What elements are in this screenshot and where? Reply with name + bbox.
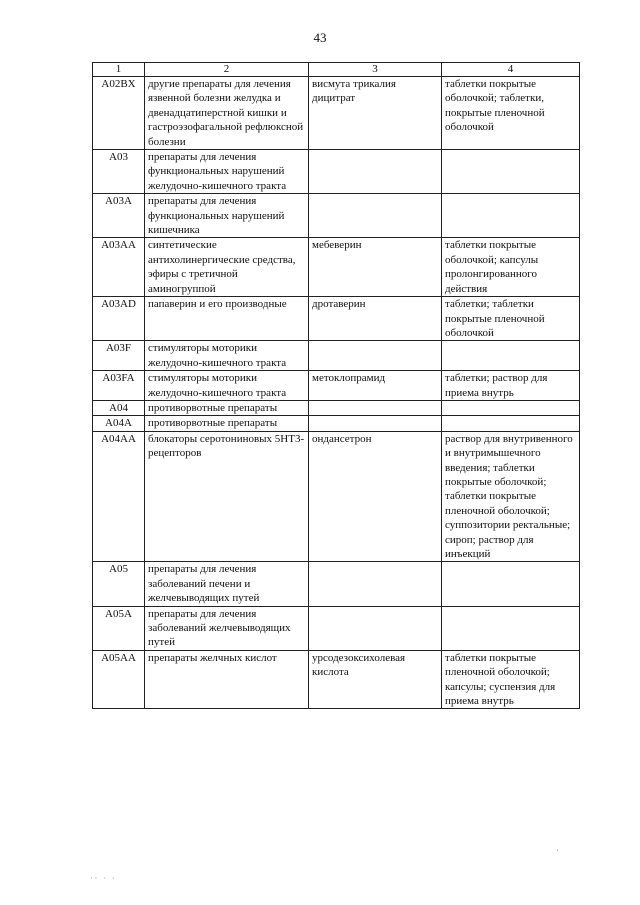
atc-code-cell: A03A [93, 194, 145, 238]
group-cell: блокаторы серотониновых 5НТ3-рецепторов [145, 431, 309, 562]
group-cell: препараты желчных кислот [145, 650, 309, 709]
substance-cell: мебеверин [309, 238, 442, 297]
forms-cell [442, 194, 580, 238]
group-cell: стимуляторы моторики желудочно-кишечного тракта [145, 371, 309, 401]
atc-code-cell: A04A [93, 416, 145, 431]
group-cell: синтетические антихолинергические средства, эфиры с третичной аминогруппой [145, 238, 309, 297]
table-row [93, 562, 580, 606]
table-row [93, 297, 580, 341]
forms-cell [442, 341, 580, 371]
forms-cell [442, 606, 580, 650]
header-col-2: 2 [145, 63, 309, 77]
group-cell: препараты для лечения заболеваний печени и желчевыводящих путей [145, 562, 309, 606]
drug-table [92, 62, 580, 709]
forms-cell [442, 150, 580, 194]
substance-cell: урсодезоксихолевая кислота [309, 650, 442, 709]
table-row [93, 371, 580, 401]
group-cell: препараты для лечения функциональных нарушений кишечника [145, 194, 309, 238]
atc-code-cell: A04AA [93, 431, 145, 562]
substance-cell: висмута трикалия дицитрат [309, 77, 442, 150]
table-row [93, 606, 580, 650]
atc-code-cell: A02BX [93, 77, 145, 150]
table-row [93, 431, 580, 562]
scan-dot-mark: · [556, 846, 559, 855]
scan-artifact-mark: ·· · · [90, 874, 117, 883]
header-col-3: 3 [309, 63, 442, 77]
substance-cell [309, 416, 442, 431]
table-row [93, 416, 580, 431]
forms-cell: таблетки покрытые оболочкой; капсулы пролонгированного действия [442, 238, 580, 297]
substance-cell [309, 606, 442, 650]
substance-cell [309, 562, 442, 606]
table-row [93, 77, 580, 150]
forms-cell [442, 416, 580, 431]
group-cell: препараты для лечения заболеваний желчевыводящих путей [145, 606, 309, 650]
forms-cell [442, 562, 580, 606]
substance-cell: дротаверин [309, 297, 442, 341]
page-number: 43 [313, 30, 327, 45]
forms-cell: таблетки покрытые пленочной оболочкой; капсулы; суспензия для приема внутрь [442, 650, 580, 709]
forms-cell: раствор для внутривенного и внутримышечного введения; таблетки покрытые оболочкой; таблетки покрытые пленочной оболочкой; суппозитории ректальные; сироп; раствор для инъекций [442, 431, 580, 562]
substance-cell [309, 341, 442, 371]
atc-code-cell: A04 [93, 400, 145, 415]
header-col-1: 1 [93, 63, 145, 77]
substance-cell: ондансетрон [309, 431, 442, 562]
header-col-4: 4 [442, 63, 580, 77]
group-cell: стимуляторы моторики желудочно-кишечного тракта [145, 341, 309, 371]
table-row [93, 650, 580, 709]
group-cell: препараты для лечения функциональных нарушений желудочно-кишечного тракта [145, 150, 309, 194]
atc-code-cell: A03FA [93, 371, 145, 401]
table-header-row [93, 63, 580, 77]
table-row [93, 341, 580, 371]
substance-cell: метоклопрамид [309, 371, 442, 401]
forms-cell: таблетки; таблетки покрытые пленочной оболочкой [442, 297, 580, 341]
table-row [93, 194, 580, 238]
group-cell: папаверин и его производные [145, 297, 309, 341]
group-cell: противорвотные препараты [145, 400, 309, 415]
group-cell: противорвотные препараты [145, 416, 309, 431]
atc-code-cell: A03F [93, 341, 145, 371]
table-row [93, 150, 580, 194]
atc-code-cell: A03AD [93, 297, 145, 341]
atc-code-cell: A03AA [93, 238, 145, 297]
table-row [93, 400, 580, 415]
atc-code-cell: A05 [93, 562, 145, 606]
group-cell: другие препараты для лечения язвенной болезни желудка и двенадцатиперстной кишки и гастроэзофагальной рефлюксной болезни [145, 77, 309, 150]
substance-cell [309, 400, 442, 415]
forms-cell: таблетки покрытые оболочкой; таблетки, покрытые пленочной оболочкой [442, 77, 580, 150]
atc-code-cell: A05A [93, 606, 145, 650]
forms-cell [442, 400, 580, 415]
substance-cell [309, 194, 442, 238]
table-header [93, 63, 580, 77]
atc-code-cell: A03 [93, 150, 145, 194]
atc-code-cell: A05AA [93, 650, 145, 709]
forms-cell: таблетки; раствор для приема внутрь [442, 371, 580, 401]
substance-cell [309, 150, 442, 194]
table-row [93, 238, 580, 297]
